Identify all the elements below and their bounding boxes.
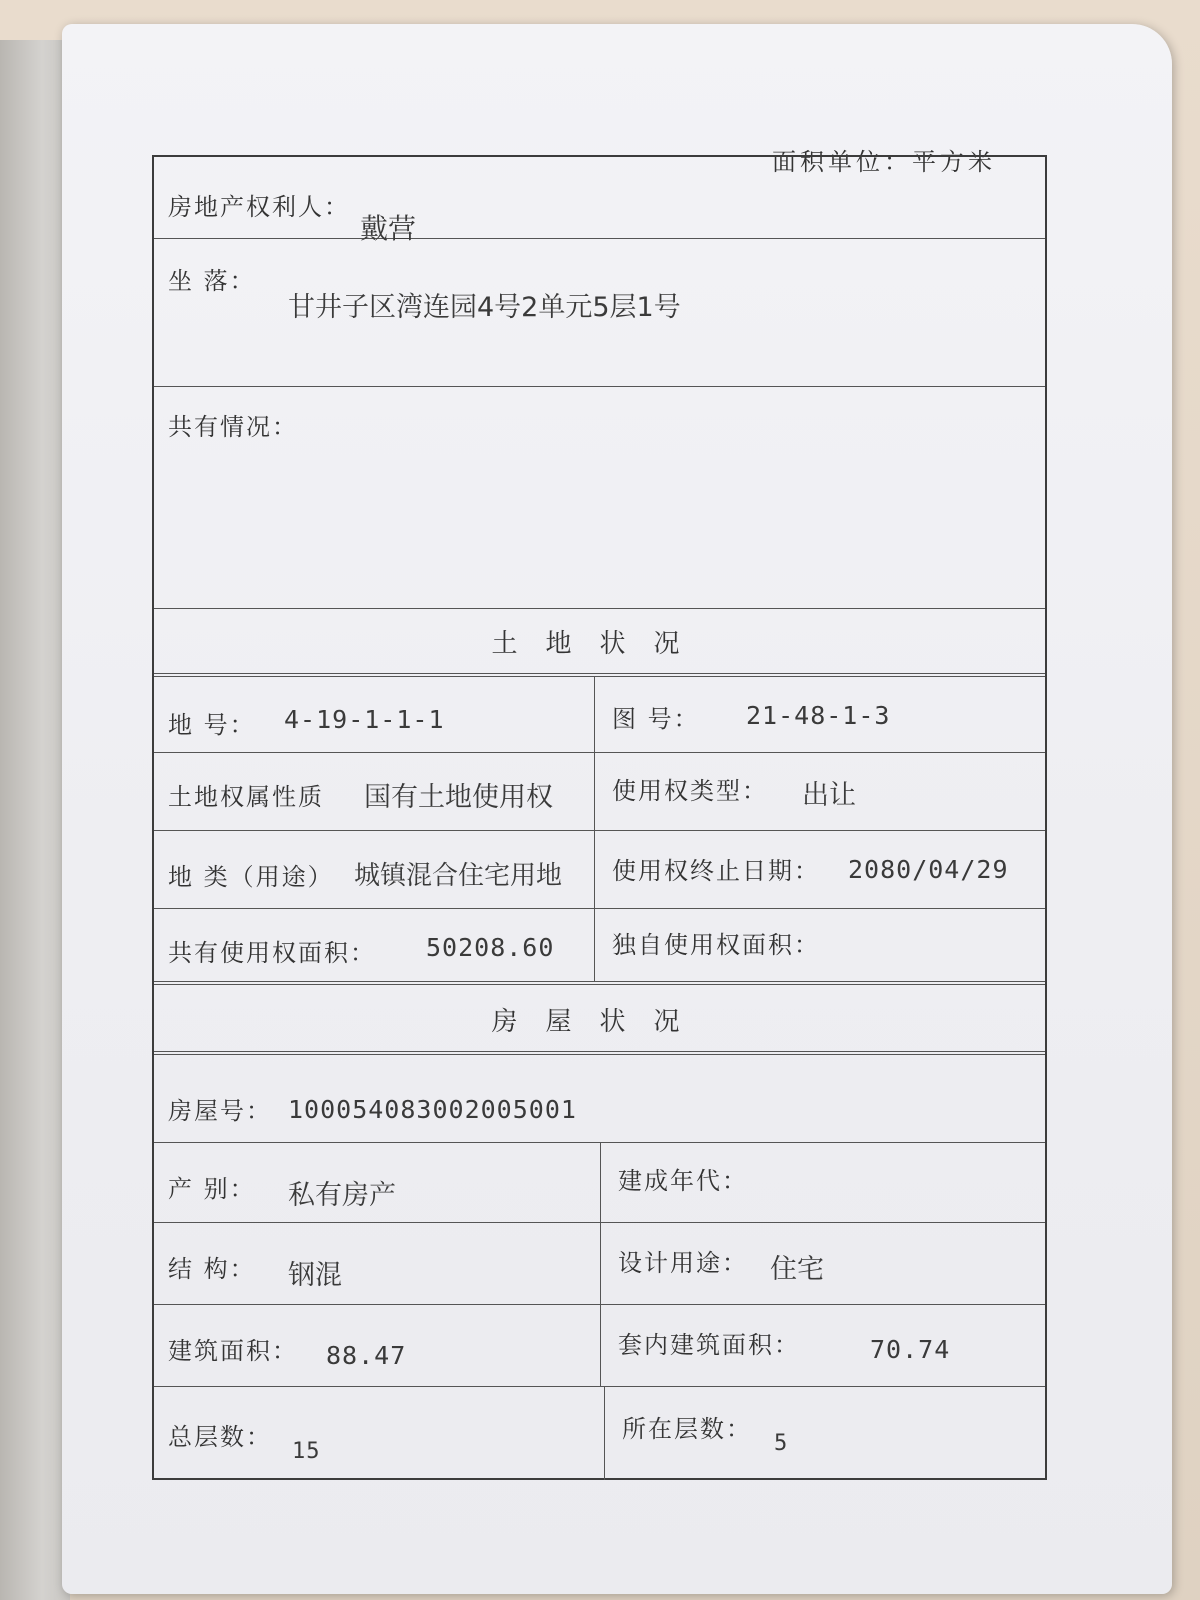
inner-area-value: 70.74	[870, 1335, 951, 1364]
house-no-label: 房屋号：	[168, 1097, 272, 1125]
booklet-spine	[0, 40, 70, 1600]
shared-label: 共有情况：	[168, 413, 298, 441]
shared-row	[154, 387, 1045, 609]
property-type-label: 产 别：	[168, 1175, 256, 1203]
building-area-value: 88.47	[326, 1341, 407, 1370]
property-type-value: 私有房产	[288, 1180, 396, 1211]
column-divider	[594, 831, 595, 908]
land-row-4	[154, 909, 1045, 985]
house-section-row	[154, 985, 1045, 1055]
use-right-type-value: 出让	[802, 780, 856, 811]
column-divider	[600, 1305, 601, 1386]
land-section-title: 土地状况	[491, 629, 708, 659]
owner-label: 房地产权利人：	[168, 193, 350, 221]
land-row-3	[154, 831, 1045, 909]
land-row-2	[154, 753, 1045, 831]
land-use-label: 地 类（用途）	[168, 863, 334, 891]
house-no-value: 100054083002005001	[288, 1095, 577, 1124]
house-row-1	[154, 1055, 1045, 1143]
column-divider	[594, 753, 595, 830]
ownership-nature-value: 国有土地使用权	[364, 782, 553, 813]
building-area-label: 建筑面积：	[168, 1337, 298, 1365]
structure-value: 钢混	[288, 1260, 342, 1291]
structure-label: 结 构：	[168, 1255, 256, 1283]
house-row-4	[154, 1305, 1045, 1387]
location-label: 坐 落：	[168, 267, 256, 295]
land-section-row	[154, 609, 1045, 677]
column-divider	[600, 1223, 601, 1304]
shared-area-value: 50208.60	[426, 933, 555, 962]
parcel-no-value: 4-19-1-1-1	[284, 705, 445, 734]
location-value: 甘井子区湾连园4号2单元5层1号	[288, 292, 681, 323]
inner-area-label: 套内建筑面积：	[618, 1331, 800, 1359]
use-right-type-label: 使用权类型：	[612, 777, 768, 805]
shared-area-label: 共有使用权面积：	[168, 939, 376, 967]
land-use-value: 城镇混合住宅用地	[354, 861, 563, 891]
end-date-value: 2080/04/29	[848, 855, 1009, 884]
location-row	[154, 239, 1045, 387]
area-unit-note: 面积单位：平方米	[772, 148, 996, 176]
owner-value: 戴营	[360, 212, 417, 245]
house-row-3	[154, 1223, 1045, 1305]
end-date-label: 使用权终止日期：	[612, 857, 820, 885]
design-use-value: 住宅	[770, 1254, 824, 1285]
land-row-1	[154, 677, 1045, 753]
located-floor-value: 5	[774, 1431, 789, 1456]
total-floors-label: 总层数：	[168, 1423, 272, 1451]
ownership-nature-label: 土地权属性质	[168, 783, 324, 811]
design-use-label: 设计用途：	[618, 1249, 748, 1277]
map-no-label: 图 号：	[612, 705, 700, 733]
column-divider	[594, 909, 595, 981]
column-divider	[604, 1387, 605, 1480]
house-row-2	[154, 1143, 1045, 1223]
column-divider	[594, 677, 595, 752]
house-row-5	[154, 1387, 1045, 1480]
certificate-table	[152, 155, 1047, 1480]
owner-row	[154, 157, 1045, 245]
parcel-no-label: 地 号：	[168, 711, 256, 739]
map-no-value: 21-48-1-3	[746, 701, 891, 730]
located-floor-label: 所在层数：	[622, 1415, 752, 1443]
total-floors-value: 15	[292, 1439, 321, 1464]
built-year-label: 建成年代：	[618, 1167, 748, 1195]
exclusive-area-label: 独自使用权面积：	[612, 931, 820, 959]
house-section-title: 房屋状况	[491, 1007, 708, 1037]
column-divider	[600, 1143, 601, 1222]
